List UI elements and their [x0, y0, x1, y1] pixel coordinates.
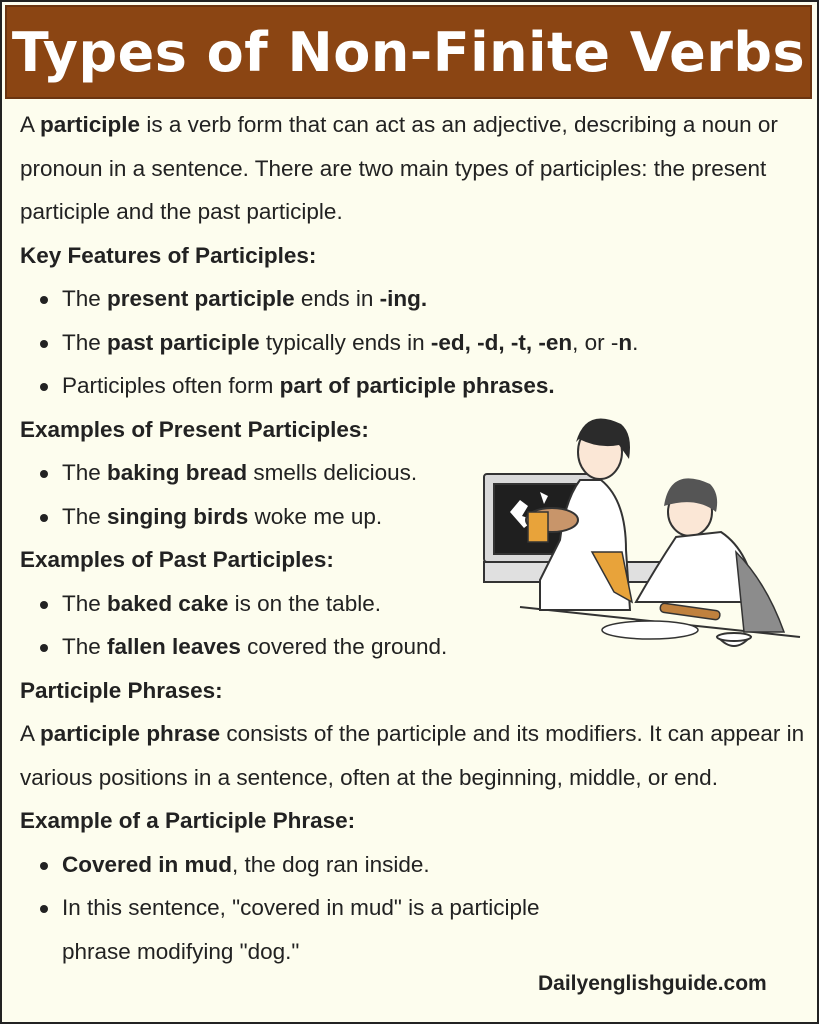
- footer-site-name: Dailyenglishguide.com: [538, 972, 767, 995]
- bold-text: fallen leaves: [107, 634, 241, 659]
- bold-text: Covered in mud: [62, 851, 233, 877]
- key-features-list: [20, 277, 810, 408]
- text: covered the ground.: [240, 634, 448, 659]
- text: is on the table.: [228, 590, 381, 616]
- phrase-example-list: [20, 843, 810, 974]
- past-examples-heading: Examples of Past Participles:: [20, 547, 334, 572]
- text: .: [632, 329, 639, 355]
- present-examples-heading: Examples of Present Participles:: [20, 416, 369, 442]
- text: ends in: [294, 286, 380, 311]
- text: , the dog ran inside.: [232, 851, 430, 877]
- phrase-example-heading: Example of a Participle Phrase:: [20, 808, 356, 833]
- text: typically ends in: [259, 329, 431, 355]
- list-item: [40, 277, 810, 321]
- text: woke me up.: [248, 503, 383, 529]
- phrases-paragraph: [20, 712, 810, 799]
- phrases-heading: Participle Phrases:: [20, 677, 223, 703]
- text: The: [62, 634, 108, 659]
- key-features-heading: Key Features of Participles:: [20, 242, 317, 268]
- text: A: [20, 721, 41, 746]
- text: , or -: [572, 329, 619, 355]
- text: Participles often form: [62, 373, 280, 398]
- bold-text: part of participle phrases.: [279, 373, 555, 398]
- title-banner: [5, 5, 812, 99]
- bold-text: singing birds: [107, 503, 249, 529]
- bold-text: past participle: [107, 329, 260, 355]
- text: consists of the participle and its modifiers. It can appear in various positions in a sentence, often at the beginning, middle, or end.: [20, 721, 805, 790]
- intro-term: participle: [40, 112, 141, 137]
- bold-text: baked cake: [107, 590, 229, 616]
- list-item: [40, 321, 810, 365]
- bold-text: baking bread: [107, 460, 248, 485]
- text: The: [62, 503, 108, 529]
- bold-text: present participle: [107, 286, 295, 311]
- intro-paragraph: [20, 103, 810, 234]
- text: The: [62, 286, 108, 311]
- text: The: [62, 329, 108, 355]
- text: The: [62, 590, 108, 616]
- intro-text-2: is a verb form that can act as an adjective, describing a noun or pronoun in a sentence. There are two main types of participles: the present participle and the past participle.: [20, 112, 778, 224]
- bold-text: participle phrase: [40, 721, 221, 746]
- list-item: [40, 364, 810, 408]
- list-item: [40, 886, 542, 973]
- text: In this sentence, "covered in mud" is a participle phrase modifying "dog.": [62, 895, 540, 964]
- text: The: [62, 460, 108, 485]
- bold-text: -ed, -d, -t, -en: [430, 329, 573, 355]
- intro-text-1: A: [20, 112, 41, 137]
- text: smells delicious.: [247, 460, 418, 485]
- bold-text: n: [618, 329, 633, 355]
- bold-text: -ing.: [379, 286, 428, 311]
- two-people-baking-icon: [480, 402, 805, 662]
- list-item: [40, 843, 810, 887]
- page-title: Types of Non-Finite Verbs: [11, 20, 806, 84]
